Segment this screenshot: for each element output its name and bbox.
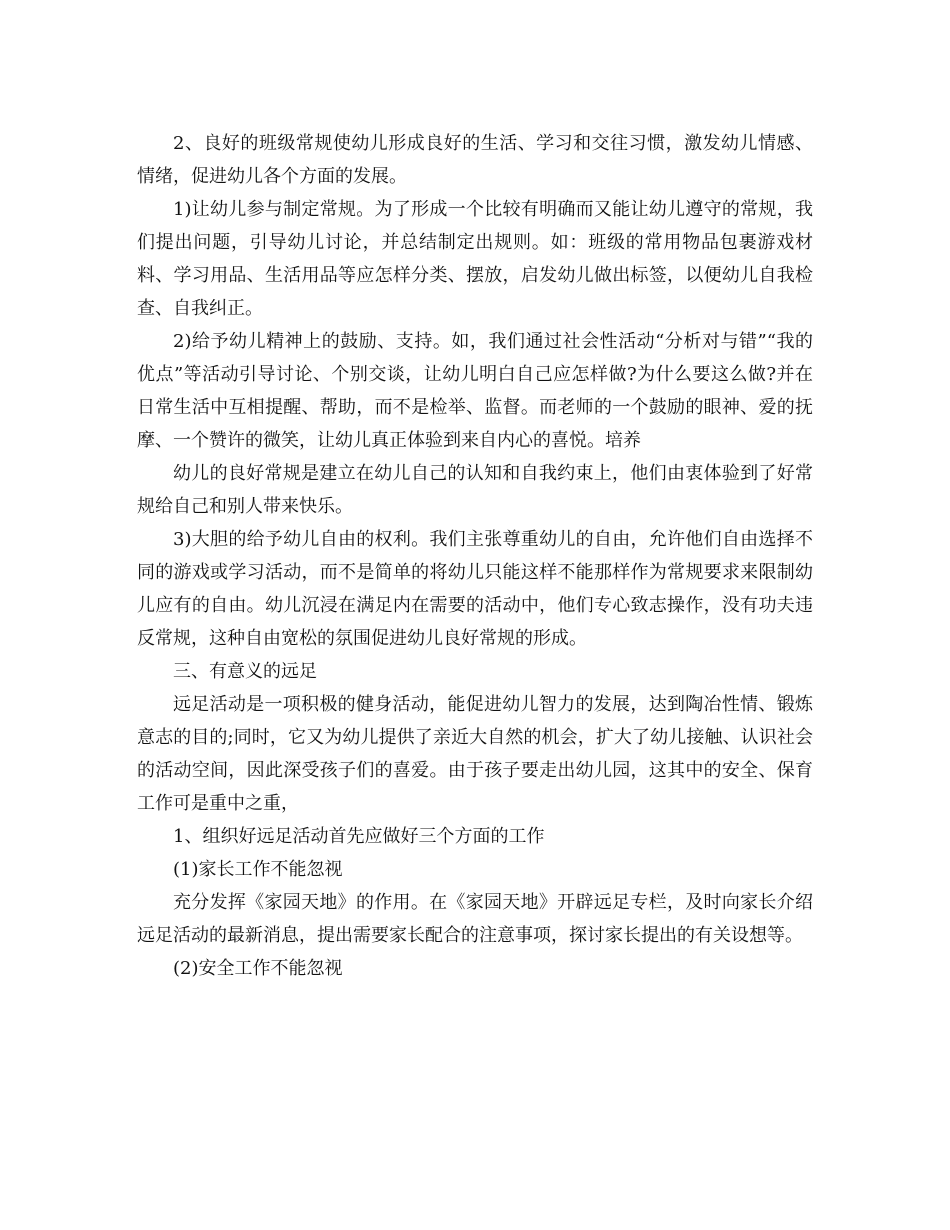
paragraph: 充分发挥《家园天地》的作用。在《家园天地》开辟远足专栏，及时向家长介绍远足活动的最新消息，提出需要家长配合的注意事项，探讨家长提出的有关设想等。 — [137, 892, 813, 946]
subsection-heading: (1)家长工作不能忽视 — [173, 859, 343, 880]
subsection-heading: 1、组织好远足活动首先应做好三个方面的工作 — [173, 826, 545, 847]
paragraph: 2、良好的班级常规使幼儿形成良好的生活、学习和交往习惯，激发幼儿情感、情绪，促进幼儿各个方面的发展。 — [137, 133, 813, 187]
paragraph: 幼儿的良好常规是建立在幼儿自己的认知和自我约束上，他们由衷体验到了好常规给自己和别人带来快乐。 — [137, 463, 813, 517]
section-heading: 三、有意义的远足 — [173, 661, 317, 682]
paragraph: 远足活动是一项积极的健身活动，能促进幼儿智力的发展，达到陶冶性情、锻炼意志的目的;同时，它又为幼儿提供了亲近大自然的机会，扩大了幼儿接触、认识社会的活动空间，因此深受孩子们的喜爱。由于孩子要走出幼儿园，这其中的安全、保育工作可是重中之重， — [137, 694, 813, 814]
subsection-heading: (2)安全工作不能忽视 — [173, 958, 343, 979]
paragraph: 2)给予幼儿精神上的鼓励、支持。如，我们通过社会性活动“分析对与错”“我的优点”等活动引导讨论、个别交谈，让幼儿明白自己应怎样做?为什么要这么做?并在日常生活中互相提醒、帮助，而不是检举、监督。而老师的一个鼓励的眼神、爱的抚摩、一个赞许的微笑，让幼儿真正体验到来自内心的喜悦。培养 — [137, 331, 813, 451]
document-body — [137, 127, 813, 985]
paragraph: 3)大胆的给予幼儿自由的权利。我们主张尊重幼儿的自由，允许他们自由选择不同的游戏或学习活动，而不是简单的将幼儿只能这样不能那样作为常规要求来限制幼儿应有的自由。幼儿沉浸在满足内在需要的活动中，他们专心致志操作，没有功夫违反常规，这种自由宽松的氛围促进幼儿良好常规的形成。 — [137, 529, 813, 649]
paragraph: 1)让幼儿参与制定常规。为了形成一个比较有明确而又能让幼儿遵守的常规，我们提出问题，引导幼儿讨论，并总结制定出规则。如：班级的常用物品包裹游戏材料、学习用品、生活用品等应怎样分类、摆放，启发幼儿做出标签，以便幼儿自我检查、自我纠正。 — [137, 199, 813, 319]
